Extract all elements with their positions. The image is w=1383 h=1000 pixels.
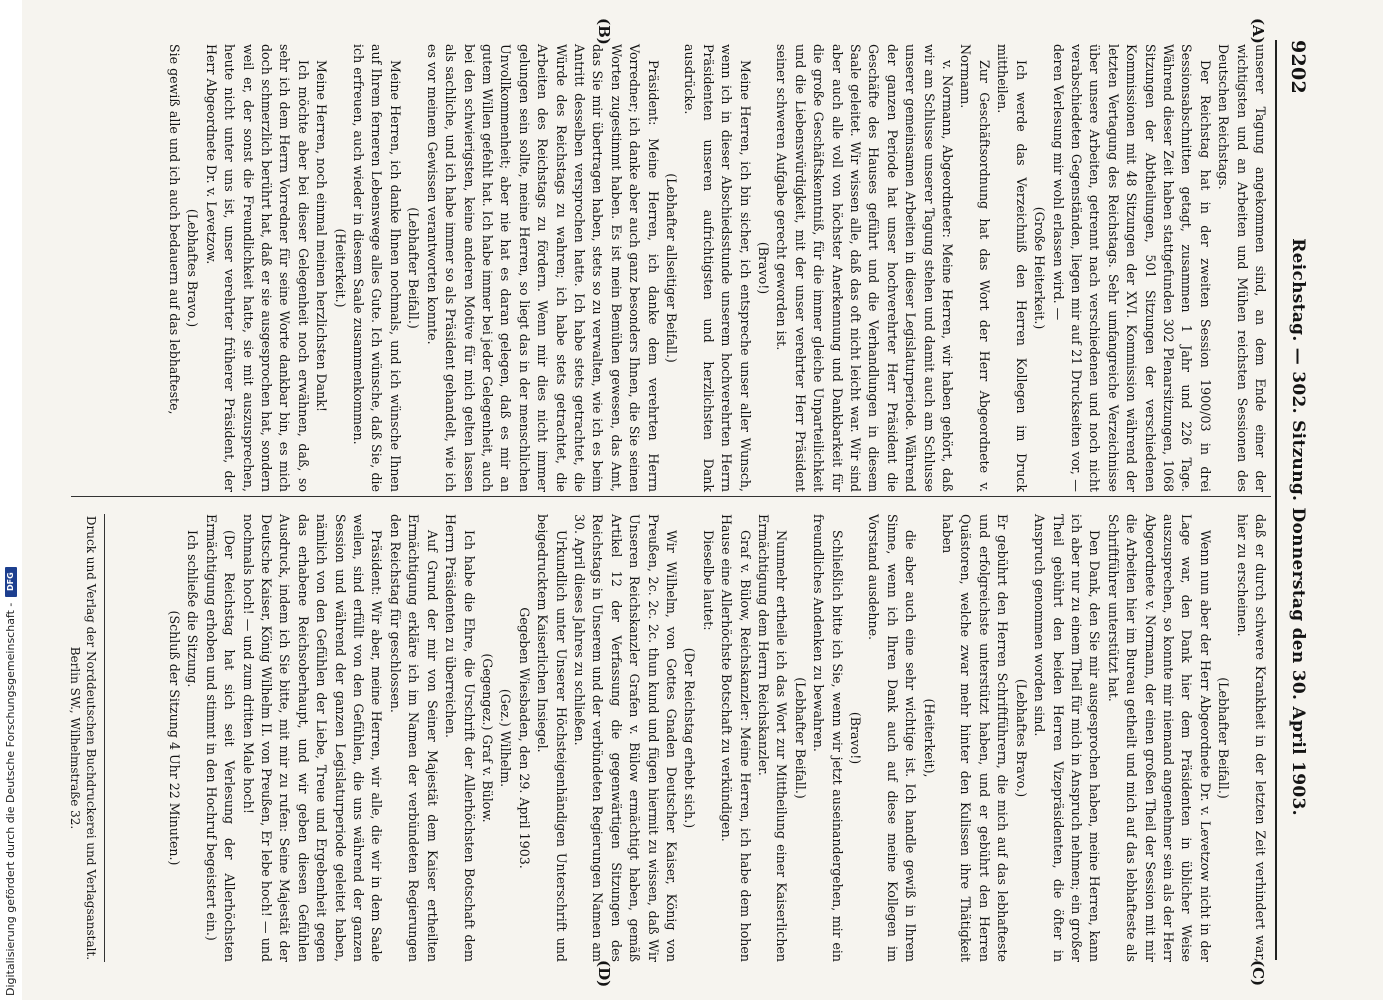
header-rule [1275, 40, 1277, 960]
right-column-paragraph: Dieselbe lautet: [700, 530, 716, 631]
right-column-paragraph: daß er durch schwere Krankheit in der letzten Zeit verhindert war, hier zu erscheinen. [1234, 514, 1268, 962]
right-column-paragraph: Nunmehr ertheile ich das Wort zur Mittheilung einer Kaiserlichen Ermächtigung dem Herrn Reichskanzler. [756, 514, 790, 962]
digitization-credit [4, 567, 17, 996]
left-column-paragraph: (Lebhafter allseitiger Beifall.) [664, 173, 679, 363]
left-column-paragraph: Meine Herren, ich danke Ihnen nochmals, und ich wünsche Ihnen auf Ihrem ferneren Lebenswege alles Gute. Ich wünsche, daß Sie, die ich erfreuen, auch wieder in diesem Saale zusammenkommen. [351, 44, 403, 492]
right-column-paragraph: Er gebührt den Herren Schriftführern, die mich auf das lebhafteste und erfolgreichste unterstützt haben, und er gebührt den Herren Quästoren, welche zwar mehr hinter den Kulissen ihre Thätigkeit haben [940, 514, 1011, 962]
left-column-paragraph: unserer Tagung angekommen sind, an dem Ende einer der wichtigsten und an Arbeiten und Mühen reichsten Sessionen des Deutschen Reichstags. [1216, 44, 1268, 492]
left-column-paragraph: Ich werde das Verzeichniß den Herren Kollegen im Druck mittheilen. [995, 44, 1029, 492]
right-column [165, 514, 1269, 962]
margin-letter-b: (B) [595, 18, 613, 45]
imprint [67, 514, 99, 962]
page-header [1281, 40, 1315, 960]
page-number: 9202 [1287, 40, 1309, 95]
left-column-paragraph: (Lebhafter Beifall.) [406, 207, 422, 329]
left-column [165, 44, 1269, 492]
left-column-paragraph: Der Reichstag hat in der zweiten Session 1900/03 in drei Sessionsabschnitten getagt, zusammen 1 Jahr und 226 Tage. Während dieser Zeit haben stattgefunden 302 Plenarsitzungen, 1068 Sitzungen der Abtheilungen, 501 Sitzungen der verschiedenen Kommissionen mit 48 Sitzungen der XVI. Kommission während der letzten Vertagung des Reichstags. Sehr umfangreiche Verzeichnisse über unsere Arbeiten, getrennt nach verschiedenen und noch nicht verabschiedeten Gegenständen, liegen mir auf 21 Druckseiten vor, — deren Verlesung mir wohl erlassen wird. — [1050, 44, 1213, 492]
left-column-paragraph: Ich möchte aber bei dieser Gelegenheit noch erwähnen, daß, so sehr ich dem Herrn Vorredner für seine Worte dankbar bin, es mich doch schmerzlich berührt hat, daß er sie ausgesprochen hat, sondern weil er, der sonst die Freundlichkeit hatte, sie mit auszusprechen, heute nicht unter uns ist, unser verehrter früherer Präsident, der Herr Abgeordnete Dr. v. Levetzow. [203, 44, 311, 492]
left-column-paragraph: v. Normann, Abgeordneter: Meine Herren, wir haben gehört, daß wir am Schlusse unserer Tagung stehen und damit auch am Schlusse unserer gemeinsamen Arbeiten in dieser Legislaturperiode. Während der ganzen Periode hat unser hochverehrter Herr Präsident die Geschäfte des Hauses geführt und die Verhandlungen in diesem Saale geleitet. Wir wissen alle, daß das oft nicht leicht war. Wir sind aber auch alle voll von höchster Anerkennung und Dankbarkeit für die große Geschäftskenntniß, für die immer gleiche Unparteilichkeit und die Liebenswürdigkeit, mit der unser verehrter Herr Präsident seiner schweren Aufgabe gerecht geworden ist. [774, 44, 956, 492]
right-column-paragraph: (Gez.) Wilhelm. [498, 688, 514, 788]
credit-text: Digitalisierung gefördert durch die Deutsche Forschungsgemeinschaft - [4, 602, 17, 996]
left-column-paragraph: (Lebhaftes Bravo.) [185, 208, 201, 328]
right-column-paragraph: Auf Grund der mir von Seiner Majestät dem Kaiser ertheilten Ermächtigung erkläre ich im Namen der verbündeten Regierungen den Reichstag für geschlossen. [387, 514, 440, 962]
left-column-paragraph: (Große Heiterkeit.) [1032, 206, 1048, 330]
left-column-paragraph: Meine Herren, noch einmal meinen herzlichsten Dank! [314, 60, 330, 412]
left-column-paragraph: Meine Herren, ich bin sicher, ich entspreche unser aller Wunsch, wenn ich in dieser Abschiedsstunde unserem hochverehrten Herrn Präsidenten unseren aufrichtigsten und herzlichsten Dank ausdrücke. [682, 44, 753, 492]
imprint-line-2: Berlin SW., Wilhelmstraße 32. [68, 646, 82, 830]
right-column-paragraph: Wenn nun aber der Herr Abgeordnete Dr. v. Levetzow nicht in der Lage war, den Dank hier dem Präsidenten in üblicher Weise auszusprechen, so konnte mir niemand angenehmer sein als der Herr Abgeordnete v. Normann, der einen großen Theil der Session mit mir die Arbeiten hier im Bureau getheilt und mich auf das lebhafteste als Schriftführer unterstützt hat. [1105, 514, 1213, 962]
left-column-paragraph: Präsident: Meine Herren, ich danke dem verehrten Herrn Vorredner; ich danke aber auch ganz besonders Ihnen, die Sie seinen Worten zugestimmt haben. Es ist mein Bemühen gewesen, das Amt, das Sie mir übertragen haben, stets so zu verwalten, wie ich es beim Antritt desselben versprochen hatte. Ich habe stets getrachtet, die Würde des Reichstags zu wahren; ich habe stets getrachtet, die Arbeiten des Reichstags zu fördern. Wenn mir dies nicht immer gelungen sein sollte, meine Herren, so liegt das in der menschlichen Unvollkommenheit; aber nie hat es daran gelegen, daß es mir an gutem Willen gefehlt hat. Ich habe immer bei jeder Gelegenheit, auch bei den schwierigsten, keine anderen Motive für mich gelten lassen als sachliche, und ich habe immer so als Präsident gehandelt, wie ich es vor meinem Gewissen verantworten konnte. [424, 44, 661, 492]
left-column-paragraph: Zur Geschäftsordnung hat das Wort der Herr Abgeordnete v. Normann. [958, 44, 992, 492]
right-column-paragraph: die aber auch eine sehr wichtige ist. Ich handle gewiß in Ihrem Sinne, wenn ich Ihren Dank auch auf diese meine Kollegen im Vorstand ausdehne. [866, 514, 919, 962]
right-column-paragraph: Wir Wilhelm, von Gottes Gnaden Deutscher Kaiser, König von Preußen, 2c. 2c. 2c. thun kund und fügen hiermit zu wissen, daß Wir Unseren Reichskanzler Grafen v. Bülow ermächtigt haben, gemäß Artikel 12 der Verfassung die gegenwärtigen Sitzungen des Reichstags in Unserem und der verbündeten Regierungen Namen am 30. April dieses Jahres zu schließen. [571, 514, 679, 962]
right-column-paragraph: Gegeben Wiesbaden, den 29. April 1903. [516, 607, 532, 869]
column-divider [71, 496, 1271, 497]
right-column-paragraph: Präsident: Wir aber, meine Herren, wir alle, die wir in dem Saale weilen, sind erfüllt von den Gefühlen, die uns während der ganzen Session und während der ganzen Legislaturperiode geleitet haben, nämlich von den Gefühlen der Liebe, Treue und Ergebenheit gegen das erhabene Reichsoberhaupt, und wir geben diesen Gefühlen Ausdruck, indem ich Sie bitte, mit mir zu rufen: Seine Majestät der Deutsche Kaiser, König Wilhelm II. von Preußen, Er lebe hoch! — und nochmals hoch! — und zum dritten Male hoch! [240, 514, 385, 962]
margin-letter-d: (D) [595, 960, 613, 988]
right-column-paragraph: (Lebhafter Beifall.) [792, 677, 808, 799]
right-column-paragraph: (Gegengez.) Graf v. Bülow. [479, 653, 495, 823]
left-column-paragraph: (Bravo!) [756, 241, 772, 295]
credit-strip [0, 0, 22, 1000]
right-column-paragraph: Ich habe die Ehre, die Urschrift der Allerhöchsten Botschaft dem Herrn Präsidenten zu überreichen. [443, 514, 477, 962]
imprint-rule [104, 514, 105, 962]
right-column-paragraph: Ich schließe die Sitzung. [185, 530, 201, 688]
right-column-paragraph: (Bravo!) [848, 711, 864, 765]
imprint-line-1: Druck und Verlag der Norddeutschen Buchdruckerei und Verlagsanstalt. [84, 515, 98, 961]
right-column-paragraph: (Lebhafter Beifall.) [1216, 677, 1232, 799]
right-column-paragraph: (Heiterkeit), [921, 698, 937, 778]
right-column-paragraph: (Lebhaftes Bravo.) [1013, 678, 1029, 798]
right-column-paragraph: Urkundlich unter Unserer Höchsteigenhändigen Unterschrift und beigedrucktem Kaiserlichen Insiegel. [535, 514, 569, 962]
left-column-paragraph: Sie gewiß alle und ich auch bedauern auf das lebhafteste, [167, 44, 183, 415]
margin-letter-a: (A) [1249, 18, 1267, 44]
right-column-paragraph: Schließlich bitte ich Sie, wenn wir jetzt auseinandergehen, mir ein freundliches Andenken zu bewahren. [811, 514, 845, 962]
right-column-paragraph: (Der Reichstag hat sich seit Verlesung der Allerhöchsten Ermächtigung erhoben und stimmt in den Hochruf begeistert ein.) [203, 514, 238, 962]
left-column-paragraph: (Heiterkeit.) [332, 228, 348, 308]
right-column-paragraph: (Schluß der Sitzung 4 Uhr 22 Minuten.) [167, 610, 183, 866]
right-column-paragraph: Den Dank, den Sie mir ausgesprochen haben, meine Herren, kann ich aber nur zu einem Theil für mich in Anspruch nehmen; ein großer Theil gebührt den beiden Herren Vizepräsidenten, die öfter in Anspruch genommen worden sind. [1032, 514, 1103, 962]
margin-letter-c: (C) [1249, 960, 1267, 987]
page-title: Reichstag. — 302. Sitzung. Donnerstag den 30. April 1903. [1288, 238, 1308, 816]
right-column-paragraph: (Der Reichstag erhebt sich.) [682, 647, 698, 829]
dfg-logo-icon: DFG [5, 567, 17, 597]
right-column-paragraph: Graf v. Bülow, Reichskanzler: Meine Herren, ich habe dem hohen Hause eine Allerhöchste Botschaft zu verkündigen. [719, 514, 753, 962]
